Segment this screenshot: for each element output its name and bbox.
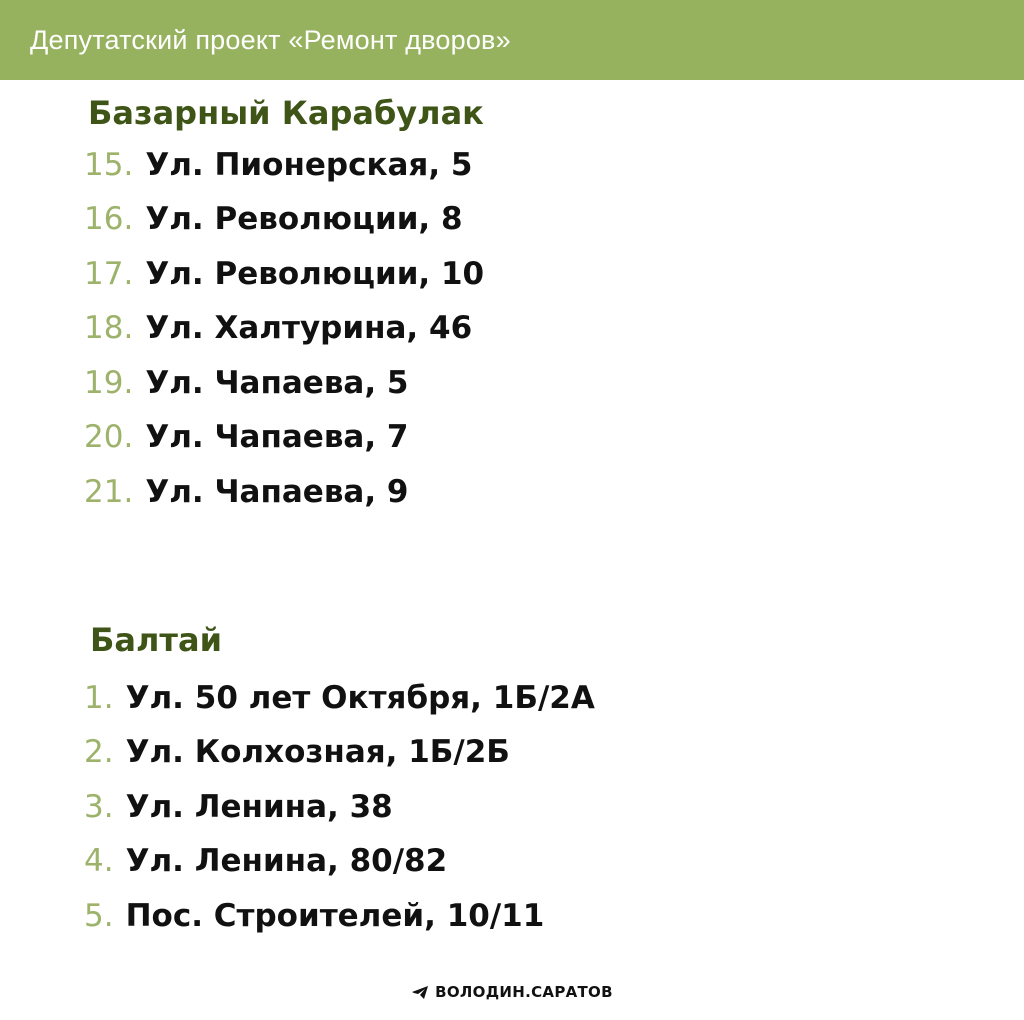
item-number: 1.	[84, 679, 114, 716]
list-item	[84, 671, 595, 726]
list-item	[84, 356, 484, 411]
item-address: Ул. Чапаева, 7	[145, 419, 409, 456]
item-address: Ул. Колхозная, 1Б/2Б	[125, 734, 510, 771]
footer-text: ВОЛОДИН.САРАТОВ	[435, 983, 613, 1001]
item-number: 16.	[84, 201, 134, 238]
item-address: Ул. Халтурина, 46	[145, 310, 473, 347]
item-address: Ул. Ленина, 80/82	[125, 843, 448, 880]
list-item	[84, 302, 484, 357]
item-number: 20.	[84, 419, 134, 456]
address-list-baltay	[84, 671, 595, 944]
item-address: Пос. Строителей, 10/11	[125, 897, 545, 934]
item-number: 5.	[84, 897, 114, 934]
item-number: 19.	[84, 364, 134, 401]
list-item	[84, 835, 595, 890]
header-bar	[0, 0, 1024, 80]
address-list-bazarny-karabulak	[84, 138, 484, 520]
list-item	[84, 411, 484, 466]
item-number: 3.	[84, 788, 114, 825]
section-title-bazarny-karabulak: Базарный Карабулак	[88, 94, 484, 132]
telegram-plane-icon	[411, 985, 429, 1000]
section-title-baltay: Балтай	[90, 621, 222, 659]
list-item	[84, 138, 484, 193]
item-address: Ул. Ленина, 38	[125, 788, 393, 825]
item-number: 17.	[84, 255, 134, 292]
item-number: 21.	[84, 473, 134, 510]
item-address: Ул. Революции, 10	[145, 255, 485, 292]
item-number: 2.	[84, 734, 114, 771]
list-item	[84, 465, 484, 520]
item-address: Ул. Пионерская, 5	[145, 146, 473, 183]
item-address: Ул. Чапаева, 9	[145, 473, 409, 510]
list-item	[84, 726, 595, 781]
footer-brand	[0, 983, 1024, 1001]
item-address: Ул. Чапаева, 5	[145, 364, 409, 401]
item-number: 4.	[84, 843, 114, 880]
item-address: Ул. Революции, 8	[145, 201, 463, 238]
list-item	[84, 193, 484, 248]
item-address: Ул. 50 лет Октября, 1Б/2А	[125, 679, 595, 716]
item-number: 15.	[84, 146, 134, 183]
list-item	[84, 247, 484, 302]
list-item	[84, 780, 595, 835]
page-title: Депутатский проект «Ремонт дворов»	[30, 25, 511, 55]
list-item	[84, 889, 595, 944]
item-number: 18.	[84, 310, 134, 347]
